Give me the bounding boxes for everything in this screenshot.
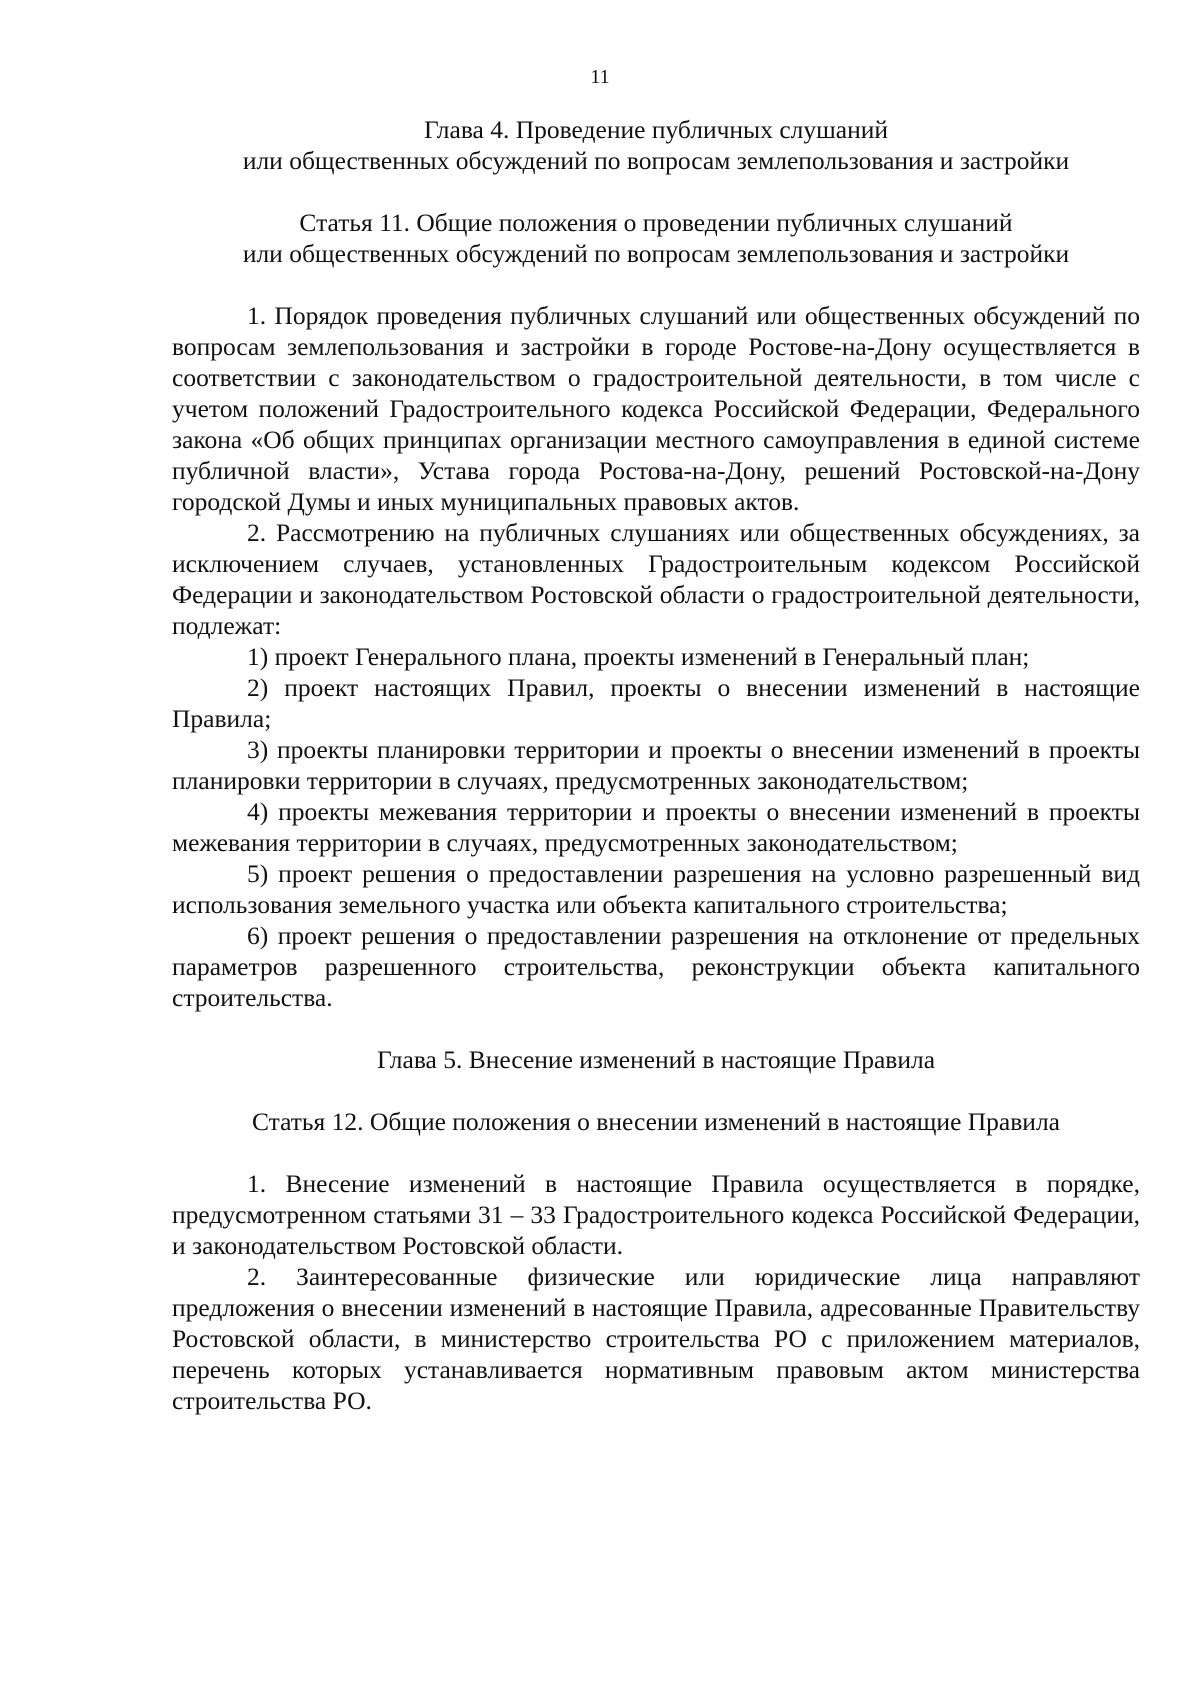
article-12-title: Статья 12. Общие положения о внесении изменений в настоящие Правила	[252, 1107, 1060, 1136]
article-11-item-2: 2) проект настоящих Правил, проекты о внесении изменений в настоящие Правила;	[172, 673, 1140, 733]
article-11-item-4: 4) проекты межевания территории и проекты о внесении изменений в проекты межевания территории в случаях, предусмотренных законодательством;	[172, 797, 1140, 857]
article-11-item-3: 3) проекты планировки территории и проекты о внесении изменений в проекты планировки территории в случаях, предусмотренных законодательством;	[172, 735, 1140, 795]
chapter-4-title-line-2: или общественных обсуждений по вопросам землепользования и застройки	[242, 146, 1070, 175]
article-11-item-1: 1) проект Генерального плана, проекты изменений в Генеральный план;	[247, 642, 1030, 671]
chapter-5-title: Глава 5. Внесение изменений в настоящие Правила	[376, 1045, 936, 1074]
article-11-paragraph-2: 2. Рассмотрению на публичных слушаниях или общественных обсуждениях, за исключением случаев, установленных Градостроительным кодексом Российской Федерации и законодательством Ростовской области о градостроительной деятельности, подлежат:	[172, 518, 1140, 640]
page-number: 11	[590, 66, 610, 88]
article-12-paragraph-2: 2. Заинтересованные физические или юридические лица направляют предложения о внесении изменений в настоящие Правила, адресованные Правительству Ростовской области, в министерство строительства РО с приложением материалов, перечень которых устанавливается нормативным правовым актом министерства строительства РО.	[172, 1262, 1140, 1415]
article-12-paragraph-1: 1. Внесение изменений в настоящие Правила осуществляется в порядке, предусмотренном статьями 31 – 33 Градостроительного кодекса Российской Федерации, и законодательством Ростовской области.	[172, 1169, 1140, 1260]
article-11-title-line-2: или общественных обсуждений по вопросам землепользования и застройки	[242, 239, 1070, 268]
article-11-item-6: 6) проект решения о предоставлении разрешения на отклонение от предельных параметров разрешенного строительства, реконструкции объекта капитального строительства.	[172, 921, 1140, 1012]
article-11-title-line-1: Статья 11. Общие положения о проведении публичных слушаний	[299, 208, 1013, 237]
chapter-4-title-line-1: Глава 4. Проведение публичных слушаний	[423, 115, 889, 144]
article-11-paragraph-1: 1. Порядок проведения публичных слушаний или общественных обсуждений по вопросам землепользования и застройки в городе Ростове-на-Дону осуществляется в соответствии с законодательством о градостроительной деятельности, в том числе с учетом положений Градостроительного кодекса Российской Федерации, Федерального закона «Об общих принципах организации местного самоуправления в единой системе публичной власти», Устава города Ростова-на-Дону, решений Ростовской-на-Дону городской Думы и иных муниципальных правовых актов.	[172, 301, 1140, 516]
article-11-item-5: 5) проект решения о предоставлении разрешения на условно разрешенный вид использования земельного участка или объекта капитального строительства;	[172, 859, 1140, 919]
document-body	[172, 114, 1140, 1416]
